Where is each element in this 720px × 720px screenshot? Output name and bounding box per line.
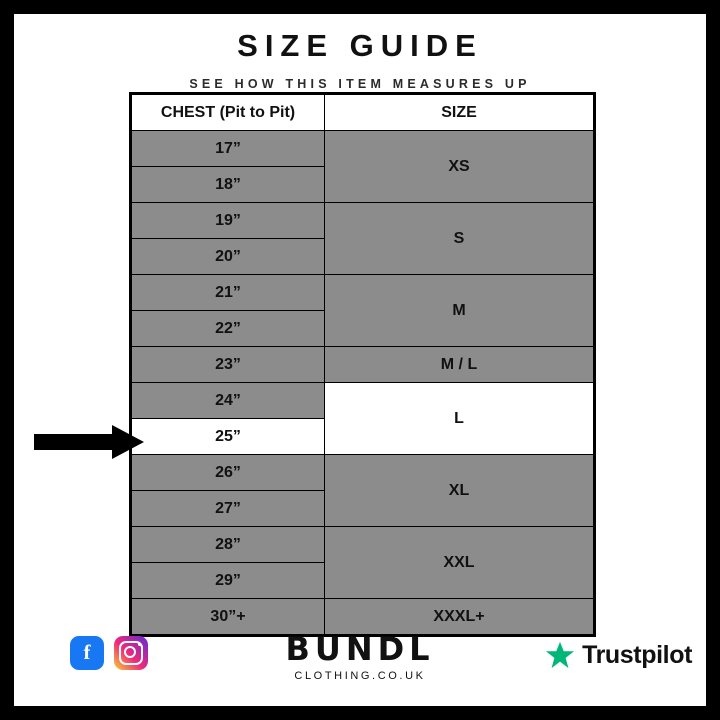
table-row bbox=[131, 275, 595, 311]
table-row bbox=[131, 347, 595, 383]
cell-size: M / L bbox=[325, 347, 595, 383]
page-title: SIZE GUIDE bbox=[237, 28, 483, 63]
cell-chest: 27” bbox=[131, 491, 325, 527]
trustpilot-star-icon bbox=[545, 640, 575, 670]
table-row bbox=[131, 455, 595, 491]
cell-chest: 30”+ bbox=[131, 599, 325, 636]
cell-chest: 24” bbox=[131, 383, 325, 419]
cell-chest-highlighted: 25” bbox=[131, 419, 325, 455]
cell-chest: 18” bbox=[131, 167, 325, 203]
trustpilot-badge[interactable] bbox=[545, 640, 692, 670]
cell-chest: 22” bbox=[131, 311, 325, 347]
cell-chest: 17” bbox=[131, 131, 325, 167]
table-row bbox=[131, 131, 595, 167]
right-arrow-icon bbox=[34, 424, 146, 460]
size-table-container bbox=[129, 92, 592, 637]
cell-chest: 29” bbox=[131, 563, 325, 599]
size-table bbox=[129, 92, 596, 637]
cell-chest: 19” bbox=[131, 203, 325, 239]
size-table-body bbox=[131, 94, 595, 636]
cell-chest: 23” bbox=[131, 347, 325, 383]
page-subtitle: SEE HOW THIS ITEM MEASURES UP bbox=[189, 77, 531, 91]
facebook-icon-label: f bbox=[83, 639, 91, 664]
table-row bbox=[131, 383, 595, 419]
trustpilot-label: Trustpilot bbox=[582, 640, 692, 669]
cell-chest: 20” bbox=[131, 239, 325, 275]
table-row bbox=[131, 527, 595, 563]
brand-url: CLOTHING.CO.UK bbox=[294, 670, 426, 682]
google-icon-label: G bbox=[34, 640, 52, 665]
column-header-chest: CHEST (Pit to Pit) bbox=[131, 94, 325, 131]
cell-chest: 28” bbox=[131, 527, 325, 563]
cell-chest: 21” bbox=[131, 275, 325, 311]
cell-size: S bbox=[325, 203, 595, 275]
cell-size: XXXL+ bbox=[325, 599, 595, 636]
table-header-row bbox=[131, 94, 595, 131]
cell-size: XS bbox=[325, 131, 595, 203]
table-row bbox=[131, 203, 595, 239]
cell-size: XXL bbox=[325, 527, 595, 599]
column-header-size: SIZE bbox=[325, 94, 595, 131]
cell-size: M bbox=[325, 275, 595, 347]
footer bbox=[14, 624, 706, 696]
cell-chest: 26” bbox=[131, 455, 325, 491]
size-guide-sheet bbox=[14, 14, 706, 706]
brand-name: BUNDL bbox=[285, 630, 435, 668]
cell-size-highlighted: L bbox=[325, 383, 595, 455]
cell-size: XL bbox=[325, 455, 595, 527]
